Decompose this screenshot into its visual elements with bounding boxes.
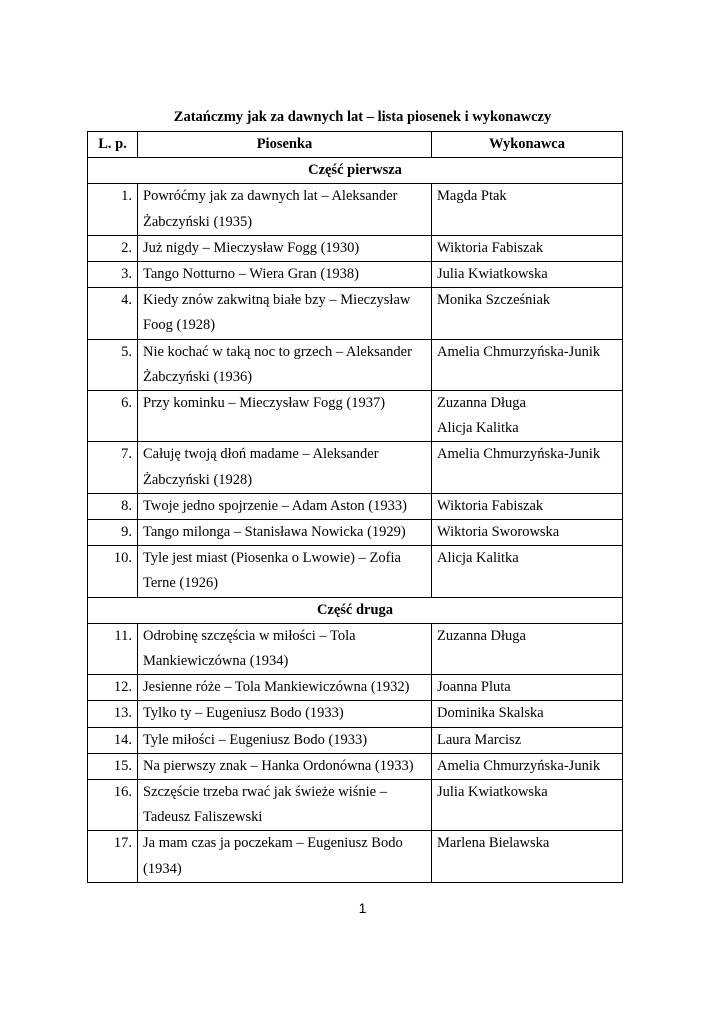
performer-cell	[432, 288, 623, 339]
section-row	[88, 158, 623, 184]
song-cell: Całuję twoją dłoń madame – Aleksander Żabczyński (1928)	[138, 442, 432, 493]
row-number: 9.	[88, 520, 138, 546]
performer-name: Marlena Bielawska	[437, 835, 550, 852]
row-number: 12.	[88, 675, 138, 701]
table-row	[88, 235, 623, 261]
performer-name: Monika Szcześniak	[437, 292, 551, 309]
row-number: 10.	[88, 546, 138, 597]
performer-name: Zuzanna Długa	[437, 395, 526, 412]
song-cell: Tango milonga – Stanisława Nowicka (1929)	[138, 520, 432, 546]
song-cell: Na pierwszy znak – Hanka Ordonówna (1933)	[138, 753, 432, 779]
performer-cell	[432, 546, 623, 597]
table-row	[88, 675, 623, 701]
performer-name: Laura Marcisz	[437, 731, 522, 748]
table-row	[88, 623, 623, 674]
song-cell: Już nigdy – Mieczysław Fogg (1930)	[138, 235, 432, 261]
performer-name: Zuzanna Długa	[437, 627, 526, 644]
table-row	[88, 442, 623, 493]
table-row	[88, 701, 623, 727]
row-number: 16.	[88, 780, 138, 831]
table-row	[88, 184, 623, 235]
table-row	[88, 288, 623, 339]
performer-name: Joanna Pluta	[437, 679, 511, 696]
section-heading: Część druga	[88, 597, 623, 623]
header-number: L. p.	[88, 132, 138, 158]
songs-table	[87, 131, 623, 883]
performer-cell	[432, 701, 623, 727]
table-row	[88, 520, 623, 546]
row-number: 13.	[88, 701, 138, 727]
song-cell: Szczęście trzeba rwać jak świeże wiśnie – Tadeusz Faliszewski	[138, 780, 432, 831]
performer-name: Wiktoria Sworowska	[437, 524, 560, 541]
section-heading: Część pierwsza	[88, 158, 623, 184]
song-cell: Tylko ty – Eugeniusz Bodo (1933)	[138, 701, 432, 727]
song-cell: Jesienne róże – Tola Mankiewiczówna (1932)	[138, 675, 432, 701]
table-row	[88, 780, 623, 831]
page-number: 1	[358, 900, 367, 916]
performer-cell	[432, 780, 623, 831]
table-header-row	[88, 132, 623, 158]
table-row	[88, 546, 623, 597]
performer-name: Amelia Chmurzyńska-Junik	[437, 343, 601, 360]
performer-name: Amelia Chmurzyńska-Junik	[437, 757, 601, 774]
performer-cell	[432, 623, 623, 674]
row-number: 7.	[88, 442, 138, 493]
page-title: Zatańczmy jak za dawnych lat – lista piosenek i wykonawczy	[173, 109, 552, 125]
row-number: 17.	[88, 831, 138, 882]
table-row	[88, 831, 623, 882]
performer-cell	[432, 184, 623, 235]
row-number: 15.	[88, 753, 138, 779]
performer-cell	[432, 391, 623, 442]
performer-cell	[432, 442, 623, 493]
performer-name: Julia Kwiatkowska	[437, 784, 548, 801]
row-number: 8.	[88, 493, 138, 519]
performer-cell	[432, 235, 623, 261]
song-cell: Tyle jest miast (Piosenka o Lwowie) – Zofia Terne (1926)	[138, 546, 432, 597]
song-cell: Tango Notturno – Wiera Gran (1938)	[138, 262, 432, 288]
header-song: Piosenka	[138, 132, 432, 158]
performer-name: Amelia Chmurzyńska-Junik	[437, 446, 601, 463]
performer-cell	[432, 493, 623, 519]
table-row	[88, 727, 623, 753]
performer-cell	[432, 727, 623, 753]
performer-name: Magda Ptak	[437, 188, 507, 205]
performer-cell	[432, 262, 623, 288]
performer-cell	[432, 520, 623, 546]
header-performer: Wykonawca	[432, 132, 623, 158]
song-cell: Ja mam czas ja poczekam – Eugeniusz Bodo (1934)	[138, 831, 432, 882]
row-number: 5.	[88, 339, 138, 390]
table-row	[88, 262, 623, 288]
table-row	[88, 493, 623, 519]
song-cell: Powróćmy jak za dawnych lat – Aleksander Żabczyński (1935)	[138, 184, 432, 235]
performer-name: Alicja Kalitka	[437, 550, 519, 567]
song-cell: Odrobinę szczęścia w miłości – Tola Mankiewiczówna (1934)	[138, 623, 432, 674]
row-number: 4.	[88, 288, 138, 339]
song-cell: Kiedy znów zakwitną białe bzy – Mieczysław Foog (1928)	[138, 288, 432, 339]
performer-name: Alicja Kalitka	[437, 420, 519, 437]
row-number: 6.	[88, 391, 138, 442]
table-row	[88, 753, 623, 779]
table-row	[88, 339, 623, 390]
row-number: 2.	[88, 235, 138, 261]
performer-cell	[432, 753, 623, 779]
performer-name: Dominika Skalska	[437, 705, 544, 722]
song-cell: Przy kominku – Mieczysław Fogg (1937)	[138, 391, 432, 442]
performer-cell	[432, 339, 623, 390]
performer-name: Wiktoria Fabiszak	[437, 497, 544, 514]
row-number: 1.	[88, 184, 138, 235]
performer-cell	[432, 831, 623, 882]
section-row	[88, 597, 623, 623]
song-cell: Tyle miłości – Eugeniusz Bodo (1933)	[138, 727, 432, 753]
performer-cell	[432, 675, 623, 701]
song-cell: Nie kochać w taką noc to grzech – Aleksander Żabczyński (1936)	[138, 339, 432, 390]
performer-name: Julia Kwiatkowska	[437, 266, 548, 283]
performer-name: Wiktoria Fabiszak	[437, 239, 544, 256]
row-number: 14.	[88, 727, 138, 753]
song-cell: Twoje jedno spojrzenie – Adam Aston (1933)	[138, 493, 432, 519]
table-body	[88, 158, 623, 883]
row-number: 11.	[88, 623, 138, 674]
row-number: 3.	[88, 262, 138, 288]
table-row	[88, 391, 623, 442]
